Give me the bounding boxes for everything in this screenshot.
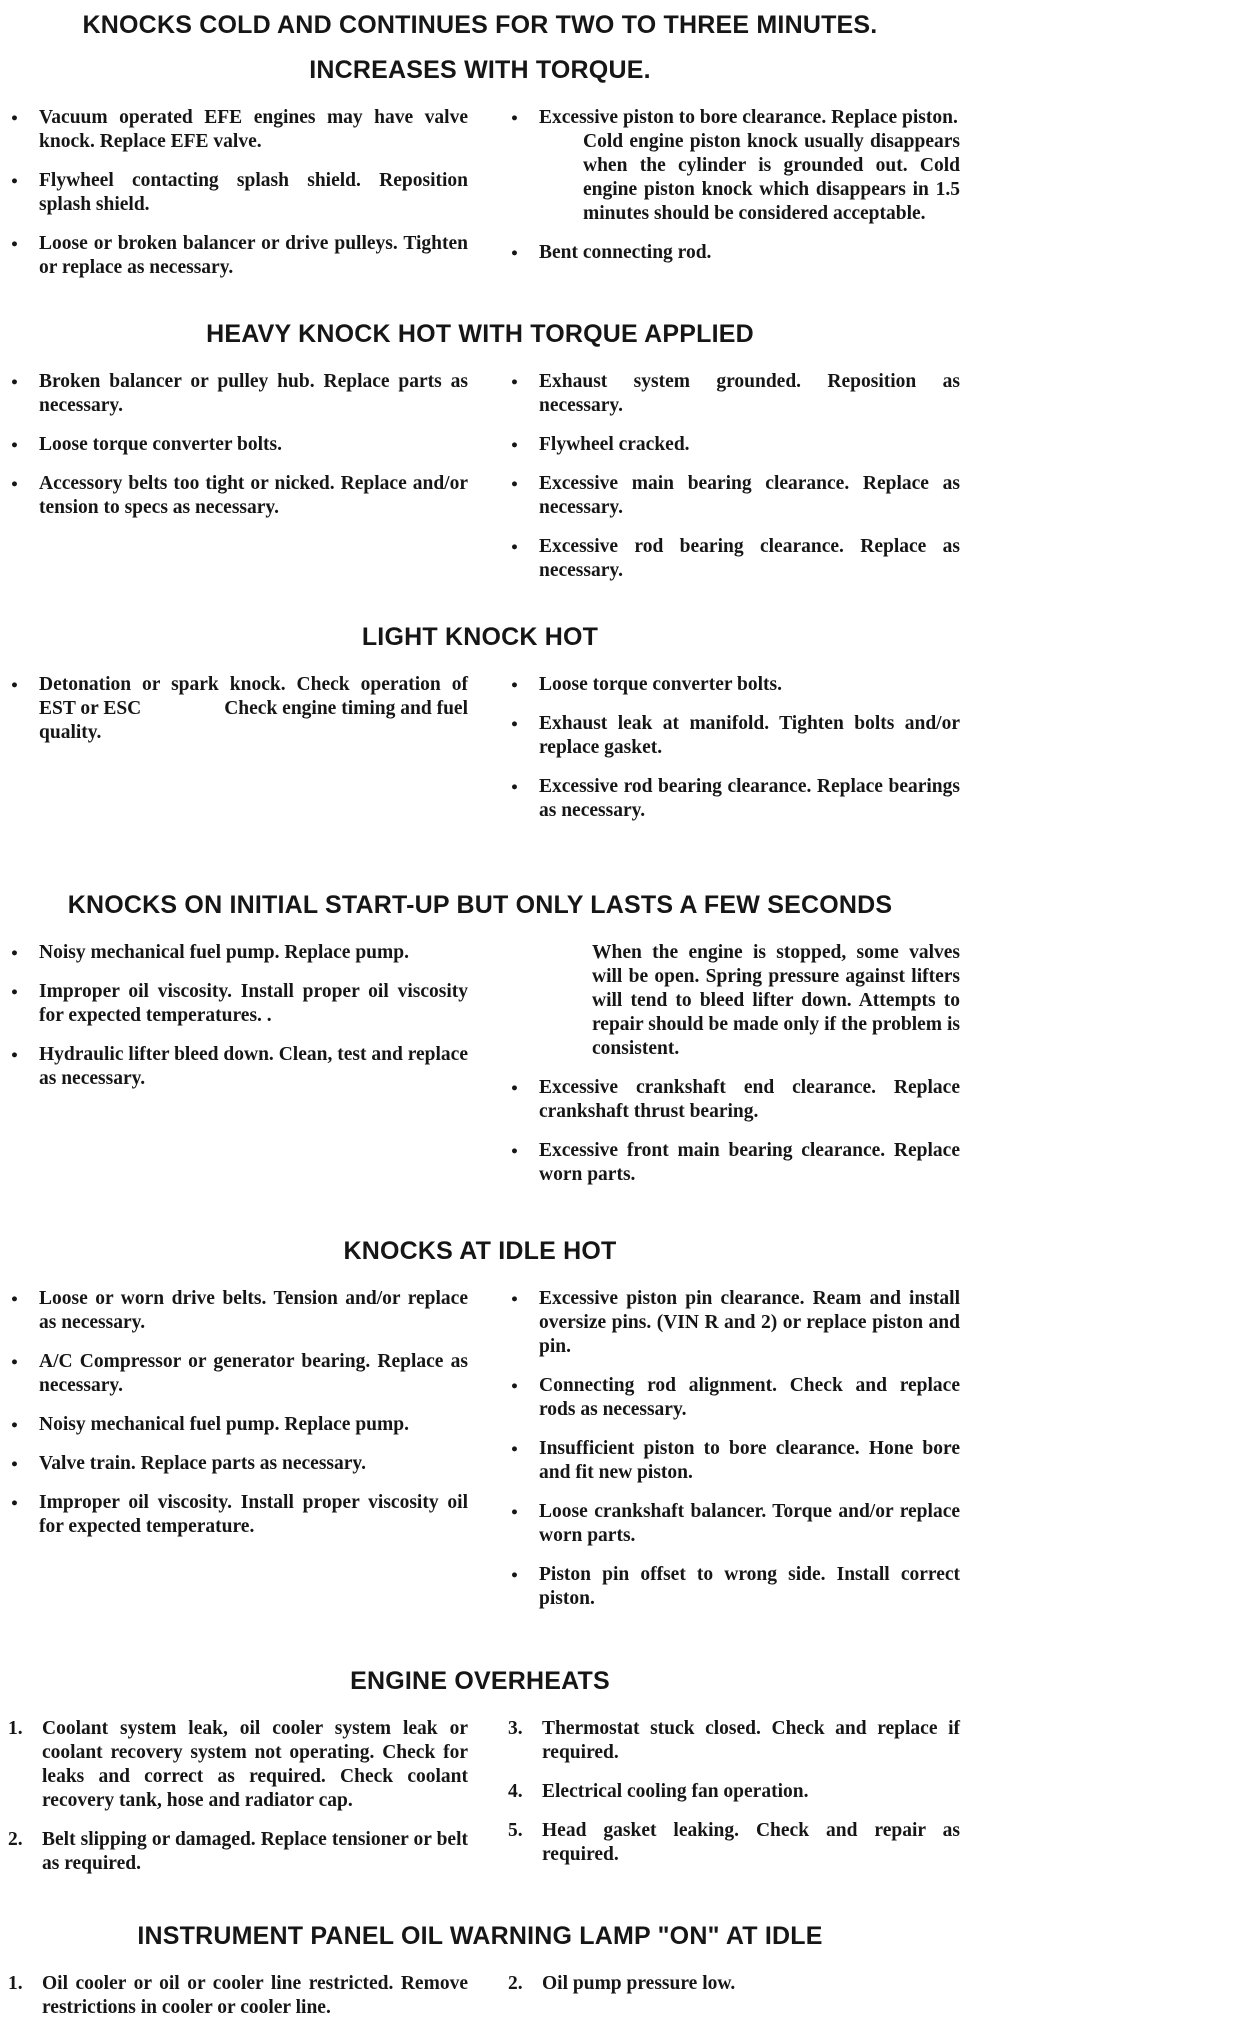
item-paragraph: Excessive rod bearing clearance. Replace bearings as necessary. xyxy=(539,776,960,821)
list-item xyxy=(508,433,960,457)
bullet-marker: ● xyxy=(11,112,18,124)
number-marker: 3. xyxy=(508,1718,523,1739)
list-item xyxy=(508,1500,960,1548)
item-text xyxy=(542,1717,960,1765)
item-text xyxy=(39,370,468,418)
item-paragraph: Exhaust system grounded. Reposition as necessary. xyxy=(539,371,960,416)
item-paragraph: Connecting rod alignment. Check and replace rods as necessary. xyxy=(539,1375,960,1420)
bullet-marker: ● xyxy=(511,439,518,451)
item-text xyxy=(539,1437,960,1485)
two-column-layout xyxy=(8,673,960,838)
list-item xyxy=(508,712,960,760)
column-left xyxy=(8,941,468,1202)
item-paragraph: Head gasket leaking. Check and repair as required. xyxy=(542,1820,960,1865)
list-item xyxy=(508,1780,960,1804)
column-left xyxy=(8,106,468,295)
item-paragraph: Loose or broken balancer or drive pulleys. Tighten or replace as necessary. xyxy=(39,233,468,278)
number-marker: 2. xyxy=(508,1973,523,1994)
bullet-marker: ● xyxy=(511,1569,518,1581)
bullet-marker: ● xyxy=(11,1497,18,1509)
list-item xyxy=(8,1350,468,1398)
item-paragraph: Insufficient piston to bore clearance. Hone bore and fit new piston. xyxy=(539,1438,960,1483)
item-paragraph: Excessive piston to bore clearance. Replace piston. xyxy=(539,107,958,128)
number-marker: 1. xyxy=(8,1973,23,1994)
list-item xyxy=(8,941,468,965)
item-paragraph: Oil cooler or oil or cooler line restricted. Remove restrictions in cooler or cooler line. xyxy=(42,1973,468,2018)
list-item xyxy=(508,941,960,1061)
item-text xyxy=(39,980,468,1028)
item-text xyxy=(39,1287,468,1335)
list-item xyxy=(508,535,960,583)
bullet-marker: ● xyxy=(11,478,18,490)
bullet-marker: ● xyxy=(511,112,518,124)
item-text xyxy=(542,1780,960,1804)
column-left xyxy=(8,673,468,838)
item-paragraph: Excessive front main bearing clearance. Replace worn parts. xyxy=(539,1140,960,1185)
item-text xyxy=(39,472,468,520)
list-item xyxy=(508,1374,960,1422)
two-column-layout xyxy=(8,1287,960,1626)
item-paragraph: Excessive rod bearing clearance. Replace as necessary. xyxy=(539,536,960,581)
item-text xyxy=(39,941,468,965)
column-left xyxy=(8,1287,468,1626)
bullet-marker: ● xyxy=(11,1293,18,1305)
list-item xyxy=(8,1043,468,1091)
bullet-marker: ● xyxy=(11,175,18,187)
bullet-marker: ● xyxy=(511,376,518,388)
item-paragraph: Flywheel contacting splash shield. Reposition splash shield. xyxy=(39,170,468,215)
list-item xyxy=(8,980,468,1028)
item-text xyxy=(42,1972,468,2020)
item-paragraph: Electrical cooling fan operation. xyxy=(542,1781,809,1802)
bullet-marker: ● xyxy=(511,1380,518,1392)
bullet-marker: ● xyxy=(511,679,518,691)
number-marker: 5. xyxy=(508,1820,523,1841)
list-item xyxy=(8,232,468,280)
item-text xyxy=(539,370,960,418)
list-item xyxy=(508,106,960,226)
list-item xyxy=(8,472,468,520)
column-right xyxy=(508,370,960,598)
item-paragraph: Oil pump pressure low. xyxy=(542,1973,736,1994)
section xyxy=(8,319,960,598)
list-item xyxy=(508,472,960,520)
column-right xyxy=(508,941,960,1202)
item-text xyxy=(39,1413,468,1437)
item-paragraph: Hydraulic lifter bleed down. Clean, test and replace as necessary. xyxy=(39,1044,468,1089)
item-text xyxy=(592,941,960,1061)
column-right xyxy=(508,1972,960,2035)
item-paragraph: Valve train. Replace parts as necessary. xyxy=(39,1453,366,1474)
item-text xyxy=(539,535,960,583)
list-item xyxy=(8,673,468,745)
item-paragraph: Accessory belts too tight or nicked. Replace and/or tension to specs as necessary. xyxy=(39,473,468,518)
item-text xyxy=(39,169,468,217)
item-text xyxy=(42,1717,468,1813)
item-text xyxy=(539,1374,960,1422)
item-text xyxy=(539,433,960,457)
column-left xyxy=(8,370,468,598)
section-heading: KNOCKS AT IDLE HOT xyxy=(343,1237,617,1265)
section-heading: KNOCKS ON INITIAL START-UP BUT ONLY LASTS A FEW SECONDS xyxy=(67,891,893,919)
item-paragraph: Loose or worn drive belts. Tension and/or replace as necessary. xyxy=(39,1288,468,1333)
item-text xyxy=(539,472,960,520)
item-paragraph: Loose torque converter bolts. xyxy=(539,674,782,695)
item-text xyxy=(42,1828,468,1876)
column-right xyxy=(508,106,960,295)
list-item xyxy=(8,1287,468,1335)
section xyxy=(8,1666,960,1891)
item-paragraph: Vacuum operated EFE engines may have valve knock. Replace EFE valve. xyxy=(39,107,468,152)
list-item xyxy=(508,1717,960,1765)
list-item xyxy=(8,1717,468,1813)
item-paragraph: Detonation or spark knock. Check operation of EST or ESC Check engine timing and fuel quality. xyxy=(39,674,468,743)
two-column-layout xyxy=(8,1717,960,1891)
sub-paragraph: Cold engine piston knock usually disappears when the cylinder is grounded out. Cold engine piston knock which disappears in 1.5 minutes should be considered acceptable. xyxy=(583,131,960,224)
item-text xyxy=(539,1139,960,1187)
item-paragraph: Loose torque converter bolts. xyxy=(39,434,282,455)
bullet-marker: ● xyxy=(11,1049,18,1061)
item-text xyxy=(539,1287,960,1359)
list-item xyxy=(508,1819,960,1867)
section xyxy=(8,890,960,1202)
bullet-marker: ● xyxy=(11,947,18,959)
item-paragraph: When the engine is stopped, some valves will be open. Spring pressure against lifters will tend to bleed lifter down. Attempts to repair should be made only if the problem is consistent. xyxy=(592,942,960,1059)
list-item xyxy=(508,775,960,823)
item-paragraph: Excessive crankshaft end clearance. Replace crankshaft thrust bearing. xyxy=(539,1077,960,1122)
list-item xyxy=(8,1828,468,1876)
item-text xyxy=(539,106,960,226)
item-text xyxy=(39,1043,468,1091)
column-left xyxy=(8,1717,468,1891)
bullet-marker: ● xyxy=(11,376,18,388)
list-item xyxy=(508,1139,960,1187)
item-text xyxy=(539,775,960,823)
bullet-marker: ● xyxy=(511,247,518,259)
list-item xyxy=(508,370,960,418)
item-text xyxy=(539,712,960,760)
item-paragraph: Broken balancer or pulley hub. Replace parts as necessary. xyxy=(39,371,468,416)
section-heading: ENGINE OVERHEATS xyxy=(350,1667,610,1695)
list-item xyxy=(508,673,960,697)
list-item xyxy=(8,1491,468,1539)
bullet-marker: ● xyxy=(11,1356,18,1368)
document-sections xyxy=(8,10,960,2035)
list-item xyxy=(8,370,468,418)
two-column-layout xyxy=(8,370,960,598)
item-paragraph: Noisy mechanical fuel pump. Replace pump. xyxy=(39,942,409,963)
section-heading: INCREASES WITH TORQUE. xyxy=(309,56,651,84)
section-heading: LIGHT KNOCK HOT xyxy=(361,623,599,651)
item-text xyxy=(539,1563,960,1611)
list-item xyxy=(508,1076,960,1124)
item-text xyxy=(39,106,468,154)
item-paragraph: Bent connecting rod. xyxy=(539,242,712,263)
section xyxy=(8,622,960,838)
number-marker: 1. xyxy=(8,1718,23,1739)
item-text xyxy=(539,241,960,265)
section-heading: HEAVY KNOCK HOT WITH TORQUE APPLIED xyxy=(206,320,754,348)
item-text xyxy=(39,433,468,457)
number-marker: 2. xyxy=(8,1829,23,1850)
two-column-layout xyxy=(8,106,960,295)
item-paragraph: Improper oil viscosity. Install proper viscosity oil for expected temperature. xyxy=(39,1492,468,1537)
list-item xyxy=(508,1563,960,1611)
item-text xyxy=(542,1819,960,1867)
item-paragraph: Improper oil viscosity. Install proper oil viscosity for expected temperatures. . xyxy=(39,981,468,1026)
list-item xyxy=(8,1452,468,1476)
item-text xyxy=(39,1491,468,1539)
column-right xyxy=(508,1717,960,1891)
list-item xyxy=(8,106,468,154)
bullet-marker: ● xyxy=(511,781,518,793)
section-heading: INSTRUMENT PANEL OIL WARNING LAMP "ON" AT IDLE xyxy=(137,1922,823,1950)
bullet-marker: ● xyxy=(511,1082,518,1094)
item-paragraph: A/C Compressor or generator bearing. Replace as necessary. xyxy=(39,1351,468,1396)
column-right xyxy=(508,673,960,838)
list-item xyxy=(508,241,960,265)
item-text xyxy=(39,673,468,745)
bullet-marker: ● xyxy=(11,439,18,451)
list-item xyxy=(508,1287,960,1359)
section xyxy=(8,1921,952,2035)
section xyxy=(8,1236,960,1626)
bullet-marker: ● xyxy=(511,1145,518,1157)
list-item xyxy=(8,1413,468,1437)
item-text xyxy=(539,1076,960,1124)
item-paragraph: Excessive main bearing clearance. Replace as necessary. xyxy=(539,473,960,518)
item-paragraph: Noisy mechanical fuel pump. Replace pump. xyxy=(39,1414,409,1435)
item-paragraph: Piston pin offset to wrong side. Install correct piston. xyxy=(539,1564,960,1609)
bullet-marker: ● xyxy=(511,1293,518,1305)
list-item xyxy=(8,1972,468,2020)
bullet-marker: ● xyxy=(11,1458,18,1470)
bullet-marker: ● xyxy=(511,1443,518,1455)
item-paragraph: Exhaust leak at manifold. Tighten bolts and/or replace gasket. xyxy=(539,713,960,758)
bullet-marker: ● xyxy=(11,1419,18,1431)
item-paragraph: Flywheel cracked. xyxy=(539,434,690,455)
item-text xyxy=(39,232,468,280)
column-left xyxy=(8,1972,468,2035)
item-paragraph: Coolant system leak, oil cooler system leak or coolant recovery system not operating. Check for leaks and correct as required. Check coolant recovery tank, hose and radiator cap. xyxy=(42,1718,468,1811)
item-text xyxy=(542,1972,960,1996)
section xyxy=(8,10,960,295)
bullet-marker: ● xyxy=(511,541,518,553)
number-marker: 4. xyxy=(508,1781,523,1802)
bullet-marker: ● xyxy=(511,1506,518,1518)
item-text xyxy=(39,1350,468,1398)
list-item xyxy=(8,169,468,217)
item-text xyxy=(539,673,960,697)
column-right xyxy=(508,1287,960,1626)
two-column-layout xyxy=(8,941,960,1202)
bullet-marker: ● xyxy=(11,679,18,691)
bullet-marker: ● xyxy=(511,718,518,730)
item-paragraph: Belt slipping or damaged. Replace tensioner or belt as required. xyxy=(42,1829,468,1874)
list-item xyxy=(8,433,468,457)
bullet-marker: ● xyxy=(11,986,18,998)
section-heading: KNOCKS COLD AND CONTINUES FOR TWO TO THREE MINUTES. xyxy=(82,11,878,39)
list-item xyxy=(508,1437,960,1485)
bullet-marker: ● xyxy=(11,238,18,250)
item-paragraph: Thermostat stuck closed. Check and replace if required. xyxy=(542,1718,960,1763)
bullet-marker: ● xyxy=(511,478,518,490)
two-column-layout xyxy=(8,1972,952,2035)
item-text xyxy=(39,1452,468,1476)
item-text xyxy=(539,1500,960,1548)
item-paragraph: Loose crankshaft balancer. Torque and/or replace worn parts. xyxy=(539,1501,960,1546)
list-item xyxy=(508,1972,960,1996)
item-paragraph: Excessive piston pin clearance. Ream and install oversize pins. (VIN R and 2) or replace piston and pin. xyxy=(539,1288,960,1357)
